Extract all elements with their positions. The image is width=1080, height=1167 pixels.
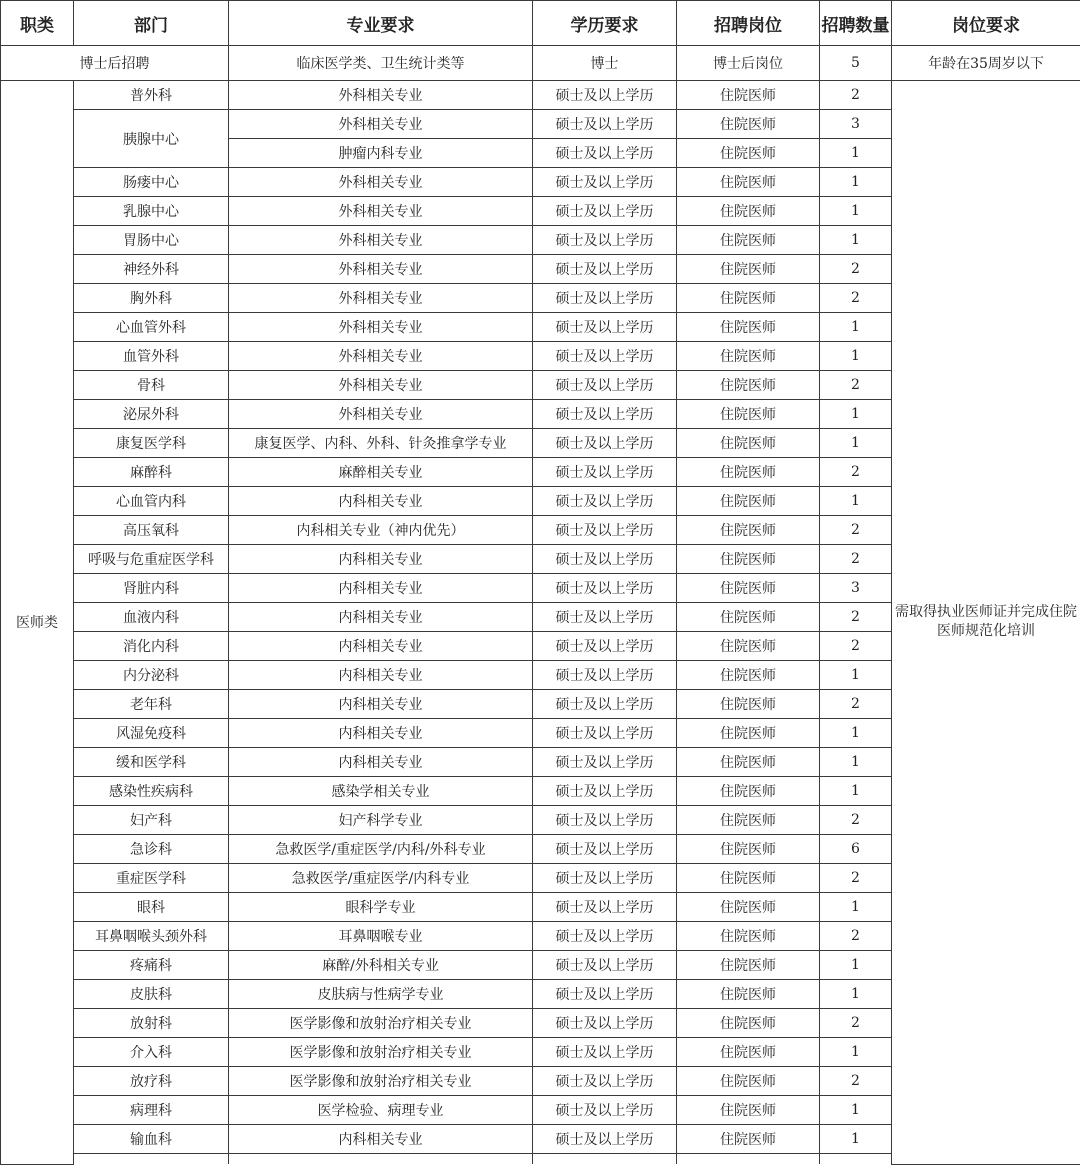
major-cell: 外科相关专业 bbox=[229, 197, 533, 226]
count-cell: 2 bbox=[820, 458, 892, 487]
education-cell: 硕士及以上学历 bbox=[533, 226, 677, 255]
department-cell: 泌尿外科 bbox=[74, 400, 229, 429]
position-cell: 住院医师 bbox=[677, 342, 820, 371]
major-cell: 急救医学/重症医学/内科/外科专业 bbox=[229, 835, 533, 864]
major-cell: 外科相关专业 bbox=[229, 255, 533, 284]
education-cell: 硕士及以上学历 bbox=[533, 110, 677, 139]
position-cell: 住院医师 bbox=[677, 284, 820, 313]
education-cell: 硕士及以上学历 bbox=[533, 168, 677, 197]
education-cell: 硕士及以上学历 bbox=[533, 806, 677, 835]
education-cell: 硕士及以上学历 bbox=[533, 400, 677, 429]
position-cell: 住院医师 bbox=[677, 980, 820, 1009]
department-cell: 肾脏内科 bbox=[74, 574, 229, 603]
major-cell: 外科相关专业 bbox=[229, 226, 533, 255]
department-cell: 消化内科 bbox=[74, 632, 229, 661]
education-cell: 硕士及以上学历 bbox=[533, 632, 677, 661]
education-cell: 硕士及以上学历 bbox=[533, 342, 677, 371]
major-cell: 麻醉相关专业 bbox=[229, 458, 533, 487]
count-cell: 2 bbox=[820, 603, 892, 632]
major-cell: 内科相关专业 bbox=[229, 574, 533, 603]
position-cell: 住院医师 bbox=[677, 632, 820, 661]
count-cell: 2 bbox=[820, 806, 892, 835]
position-cell: 住院医师 bbox=[677, 168, 820, 197]
position-cell: 住院医师 bbox=[677, 748, 820, 777]
position-cell: 住院医师 bbox=[677, 777, 820, 806]
department-cell: 胃肠中心 bbox=[74, 226, 229, 255]
education-cell: 硕士及以上学历 bbox=[533, 197, 677, 226]
blank-cell bbox=[533, 1154, 677, 1165]
education-cell: 硕士及以上学历 bbox=[533, 458, 677, 487]
department-cell: 乳腺中心 bbox=[74, 197, 229, 226]
department-cell: 麻醉科 bbox=[74, 458, 229, 487]
department-cell: 急诊科 bbox=[74, 835, 229, 864]
count-cell: 2 bbox=[820, 516, 892, 545]
position-cell: 住院医师 bbox=[677, 516, 820, 545]
major-cell: 外科相关专业 bbox=[229, 400, 533, 429]
count-cell: 1 bbox=[820, 777, 892, 806]
position-cell: 住院医师 bbox=[677, 81, 820, 110]
postdoc-requirement: 年龄在35周岁以下 bbox=[892, 46, 1080, 81]
position-cell: 住院医师 bbox=[677, 922, 820, 951]
education-cell: 硕士及以上学历 bbox=[533, 1009, 677, 1038]
position-cell: 住院医师 bbox=[677, 139, 820, 168]
major-cell: 外科相关专业 bbox=[229, 371, 533, 400]
count-cell: 1 bbox=[820, 980, 892, 1009]
major-cell: 医学影像和放射治疗相关专业 bbox=[229, 1038, 533, 1067]
education-cell: 硕士及以上学历 bbox=[533, 777, 677, 806]
department-cell: 介入科 bbox=[74, 1038, 229, 1067]
major-cell: 外科相关专业 bbox=[229, 110, 533, 139]
department-cell: 呼吸与危重症医学科 bbox=[74, 545, 229, 574]
blank-cell bbox=[820, 1154, 892, 1165]
education-cell: 硕士及以上学历 bbox=[533, 371, 677, 400]
education-cell: 硕士及以上学历 bbox=[533, 139, 677, 168]
education-cell: 硕士及以上学历 bbox=[533, 835, 677, 864]
department-cell: 心血管内科 bbox=[74, 487, 229, 516]
education-cell: 硕士及以上学历 bbox=[533, 748, 677, 777]
department-cell: 耳鼻咽喉头颈外科 bbox=[74, 922, 229, 951]
position-cell: 住院医师 bbox=[677, 255, 820, 284]
major-cell: 外科相关专业 bbox=[229, 284, 533, 313]
header-education: 学历要求 bbox=[533, 1, 677, 46]
education-cell: 硕士及以上学历 bbox=[533, 603, 677, 632]
major-cell: 感染学相关专业 bbox=[229, 777, 533, 806]
count-cell: 1 bbox=[820, 1096, 892, 1125]
header-position: 招聘岗位 bbox=[677, 1, 820, 46]
count-cell: 1 bbox=[820, 429, 892, 458]
education-cell: 硕士及以上学历 bbox=[533, 1038, 677, 1067]
education-cell: 硕士及以上学历 bbox=[533, 255, 677, 284]
header-requirement: 岗位要求 bbox=[892, 1, 1080, 46]
education-cell: 硕士及以上学历 bbox=[533, 545, 677, 574]
postdoc-category: 博士后招聘 bbox=[1, 46, 229, 81]
position-cell: 住院医师 bbox=[677, 429, 820, 458]
major-cell: 医学检验、病理专业 bbox=[229, 1096, 533, 1125]
department-cell: 肠瘘中心 bbox=[74, 168, 229, 197]
count-cell: 1 bbox=[820, 951, 892, 980]
education-cell: 硕士及以上学历 bbox=[533, 719, 677, 748]
blank-cell bbox=[677, 1154, 820, 1165]
major-cell: 麻醉/外科相关专业 bbox=[229, 951, 533, 980]
header-department: 部门 bbox=[74, 1, 229, 46]
department-cell: 高压氧科 bbox=[74, 516, 229, 545]
position-cell: 住院医师 bbox=[677, 951, 820, 980]
education-cell: 硕士及以上学历 bbox=[533, 922, 677, 951]
major-cell: 皮肤病与性病学专业 bbox=[229, 980, 533, 1009]
count-cell: 6 bbox=[820, 835, 892, 864]
table-row bbox=[1, 81, 1080, 110]
count-cell: 1 bbox=[820, 1125, 892, 1154]
department-cell: 疼痛科 bbox=[74, 951, 229, 980]
count-cell: 1 bbox=[820, 313, 892, 342]
count-cell: 1 bbox=[820, 1038, 892, 1067]
postdoc-major: 临床医学类、卫生统计类等 bbox=[229, 46, 533, 81]
position-cell: 住院医师 bbox=[677, 719, 820, 748]
department-cell: 普外科 bbox=[74, 81, 229, 110]
blank-cell bbox=[229, 1154, 533, 1165]
position-cell: 住院医师 bbox=[677, 197, 820, 226]
header-row bbox=[1, 1, 1080, 46]
position-cell: 住院医师 bbox=[677, 545, 820, 574]
major-cell: 内科相关专业 bbox=[229, 748, 533, 777]
major-cell: 眼科学专业 bbox=[229, 893, 533, 922]
count-cell: 2 bbox=[820, 371, 892, 400]
major-cell: 内科相关专业 bbox=[229, 690, 533, 719]
department-cell: 血管外科 bbox=[74, 342, 229, 371]
count-cell: 1 bbox=[820, 139, 892, 168]
position-cell: 住院医师 bbox=[677, 574, 820, 603]
major-cell: 外科相关专业 bbox=[229, 342, 533, 371]
department-cell: 胰腺中心 bbox=[74, 110, 229, 168]
position-cell: 住院医师 bbox=[677, 690, 820, 719]
position-cell: 住院医师 bbox=[677, 1009, 820, 1038]
position-cell: 住院医师 bbox=[677, 458, 820, 487]
major-cell: 肿瘤内科专业 bbox=[229, 139, 533, 168]
requirement-cell: 需取得执业医师证并完成住院医师规范化培训 bbox=[892, 81, 1080, 1165]
department-cell: 心血管外科 bbox=[74, 313, 229, 342]
major-cell: 耳鼻咽喉专业 bbox=[229, 922, 533, 951]
education-cell: 硕士及以上学历 bbox=[533, 284, 677, 313]
department-cell: 感染性疾病科 bbox=[74, 777, 229, 806]
department-cell: 胸外科 bbox=[74, 284, 229, 313]
header-category: 职类 bbox=[1, 1, 74, 46]
blank-cell bbox=[74, 1154, 229, 1165]
department-cell: 眼科 bbox=[74, 893, 229, 922]
major-cell: 妇产科学专业 bbox=[229, 806, 533, 835]
major-cell: 急救医学/重症医学/内科专业 bbox=[229, 864, 533, 893]
count-cell: 3 bbox=[820, 110, 892, 139]
position-cell: 住院医师 bbox=[677, 1067, 820, 1096]
department-cell: 皮肤科 bbox=[74, 980, 229, 1009]
count-cell: 2 bbox=[820, 284, 892, 313]
major-cell: 康复医学、内科、外科、针灸推拿学专业 bbox=[229, 429, 533, 458]
count-cell: 2 bbox=[820, 81, 892, 110]
education-cell: 硕士及以上学历 bbox=[533, 429, 677, 458]
position-cell: 住院医师 bbox=[677, 893, 820, 922]
department-cell: 缓和医学科 bbox=[74, 748, 229, 777]
count-cell: 2 bbox=[820, 632, 892, 661]
position-cell: 住院医师 bbox=[677, 400, 820, 429]
major-cell: 内科相关专业 bbox=[229, 603, 533, 632]
education-cell: 硕士及以上学历 bbox=[533, 864, 677, 893]
major-cell: 内科相关专业 bbox=[229, 632, 533, 661]
position-cell: 住院医师 bbox=[677, 806, 820, 835]
count-cell: 1 bbox=[820, 893, 892, 922]
count-cell: 2 bbox=[820, 255, 892, 284]
header-major: 专业要求 bbox=[229, 1, 533, 46]
education-cell: 硕士及以上学历 bbox=[533, 574, 677, 603]
education-cell: 硕士及以上学历 bbox=[533, 516, 677, 545]
major-cell: 外科相关专业 bbox=[229, 313, 533, 342]
department-cell: 输血科 bbox=[74, 1125, 229, 1154]
position-cell: 住院医师 bbox=[677, 110, 820, 139]
department-cell: 风湿免疫科 bbox=[74, 719, 229, 748]
postdoc-position: 博士后岗位 bbox=[677, 46, 820, 81]
major-cell: 外科相关专业 bbox=[229, 168, 533, 197]
department-cell: 骨科 bbox=[74, 371, 229, 400]
count-cell: 1 bbox=[820, 168, 892, 197]
department-cell: 病理科 bbox=[74, 1096, 229, 1125]
education-cell: 硕士及以上学历 bbox=[533, 1096, 677, 1125]
position-cell: 住院医师 bbox=[677, 487, 820, 516]
education-cell: 硕士及以上学历 bbox=[533, 690, 677, 719]
count-cell: 2 bbox=[820, 1009, 892, 1038]
department-cell: 放疗科 bbox=[74, 1067, 229, 1096]
education-cell: 硕士及以上学历 bbox=[533, 1125, 677, 1154]
position-cell: 住院医师 bbox=[677, 864, 820, 893]
count-cell: 2 bbox=[820, 1067, 892, 1096]
count-cell: 2 bbox=[820, 690, 892, 719]
major-cell: 内科相关专业 bbox=[229, 545, 533, 574]
count-cell: 2 bbox=[820, 922, 892, 951]
education-cell: 硕士及以上学历 bbox=[533, 980, 677, 1009]
count-cell: 1 bbox=[820, 197, 892, 226]
count-cell: 3 bbox=[820, 574, 892, 603]
education-cell: 硕士及以上学历 bbox=[533, 893, 677, 922]
department-cell: 神经外科 bbox=[74, 255, 229, 284]
major-cell: 医学影像和放射治疗相关专业 bbox=[229, 1067, 533, 1096]
count-cell: 1 bbox=[820, 661, 892, 690]
major-cell: 内科相关专业 bbox=[229, 719, 533, 748]
position-cell: 住院医师 bbox=[677, 835, 820, 864]
major-cell: 医学影像和放射治疗相关专业 bbox=[229, 1009, 533, 1038]
education-cell: 硕士及以上学历 bbox=[533, 81, 677, 110]
count-cell: 1 bbox=[820, 487, 892, 516]
major-cell: 内科相关专业 bbox=[229, 487, 533, 516]
position-cell: 住院医师 bbox=[677, 226, 820, 255]
education-cell: 硕士及以上学历 bbox=[533, 313, 677, 342]
department-cell: 康复医学科 bbox=[74, 429, 229, 458]
major-cell: 内科相关专业（神内优先） bbox=[229, 516, 533, 545]
count-cell: 2 bbox=[820, 864, 892, 893]
postdoc-education: 博士 bbox=[533, 46, 677, 81]
position-cell: 住院医师 bbox=[677, 661, 820, 690]
count-cell: 2 bbox=[820, 545, 892, 574]
position-cell: 住院医师 bbox=[677, 1125, 820, 1154]
major-cell: 内科相关专业 bbox=[229, 1125, 533, 1154]
count-cell: 1 bbox=[820, 400, 892, 429]
major-cell: 外科相关专业 bbox=[229, 81, 533, 110]
postdoc-row bbox=[1, 46, 1080, 81]
department-cell: 重症医学科 bbox=[74, 864, 229, 893]
education-cell: 硕士及以上学历 bbox=[533, 1067, 677, 1096]
count-cell: 1 bbox=[820, 748, 892, 777]
count-cell: 1 bbox=[820, 719, 892, 748]
position-cell: 住院医师 bbox=[677, 313, 820, 342]
position-cell: 住院医师 bbox=[677, 1038, 820, 1067]
count-cell: 1 bbox=[820, 342, 892, 371]
department-cell: 妇产科 bbox=[74, 806, 229, 835]
education-cell: 硕士及以上学历 bbox=[533, 951, 677, 980]
department-cell: 血液内科 bbox=[74, 603, 229, 632]
education-cell: 硕士及以上学历 bbox=[533, 661, 677, 690]
position-cell: 住院医师 bbox=[677, 1096, 820, 1125]
count-cell: 1 bbox=[820, 226, 892, 255]
category-cell: 医师类 bbox=[1, 81, 74, 1165]
department-cell: 放射科 bbox=[74, 1009, 229, 1038]
department-cell: 内分泌科 bbox=[74, 661, 229, 690]
department-cell: 老年科 bbox=[74, 690, 229, 719]
postdoc-count: 5 bbox=[820, 46, 892, 81]
major-cell: 内科相关专业 bbox=[229, 661, 533, 690]
position-cell: 住院医师 bbox=[677, 371, 820, 400]
education-cell: 硕士及以上学历 bbox=[533, 487, 677, 516]
header-count: 招聘数量 bbox=[820, 1, 892, 46]
position-cell: 住院医师 bbox=[677, 603, 820, 632]
